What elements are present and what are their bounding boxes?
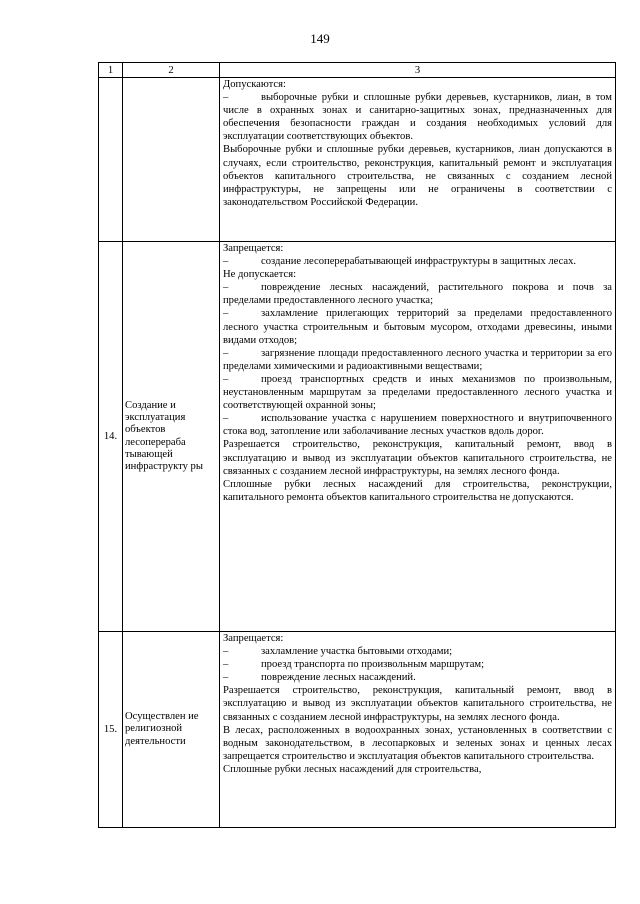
paragraph-text: использование участка с нарушением поверхностного и внутрипочвенного стока вод, затопление или заболачивание лесных участков вдоль дорог. — [223, 413, 612, 438]
paragraph-text: создание лесоперерабатывающей инфраструктуры в защитных лесах. — [261, 256, 577, 268]
dash-marker: – — [223, 256, 229, 268]
dash-marker: – — [223, 413, 229, 425]
paragraph-text: Разрешается строительство, реконструкция, капитальный ремонт, ввод в эксплуатацию и вывод из эксплуатации объектов капитального строительства, не связанных с созданием лесной инфраструктуры, на землях лесного фонда. — [223, 439, 612, 477]
bullet-item — [223, 307, 612, 346]
paragraph-text: захламление прилегающих территорий за пределами предоставленного лесного участка строительным и бытовым мусором, отходами древесины, иными видами отходов; — [223, 308, 612, 346]
dash-marker: – — [223, 308, 229, 320]
paragraph-text: Сплошные рубки лесных насаждений для строительства, — [223, 763, 482, 775]
dash-marker: – — [223, 672, 229, 684]
bullet-item — [223, 347, 612, 373]
dash-marker: – — [223, 659, 229, 671]
row-name-cell — [123, 78, 220, 242]
paragraph — [223, 724, 612, 763]
paragraph-text: Не допускается: — [223, 269, 297, 281]
paragraph-text: Запрещается: — [223, 633, 284, 644]
paragraph — [223, 478, 612, 504]
paragraph-text: выборочные рубки и сплошные рубки деревьев, кустарников, лиан, в том числе в охранных зонах и санитарно-защитных зонах, предназначенных для обеспечения безопасности граждан и создания необходимых условий для эксплуатации соответствующих объектов. — [223, 92, 612, 143]
paragraph-text: Сплошные рубки лесных насаждений для строительства, реконструкции, капитального ремонта объектов капитального строительства не допускаются. — [223, 478, 612, 503]
paragraph — [223, 438, 612, 477]
row-text-cell — [220, 632, 616, 828]
paragraph-text: Допускаются: — [223, 79, 286, 90]
dash-marker: – — [223, 646, 229, 658]
row-number: 15. — [99, 632, 123, 828]
table-row-continued — [99, 78, 616, 242]
paragraph — [223, 684, 612, 723]
paragraph-text: Разрешается строительство, реконструкция, капитальный ремонт, ввод в эксплуатацию и вывод из эксплуатации объектов капитального строительства, не связанных с созданием лесной инфраструктуры, на землях лесного фонда. — [223, 685, 612, 723]
bullet-item — [223, 91, 612, 143]
column-header-3: 3 — [220, 63, 616, 78]
paragraph — [223, 632, 612, 645]
bullet-item — [223, 658, 612, 671]
bullet-item — [223, 645, 612, 658]
dash-marker: – — [223, 347, 229, 359]
paragraph — [223, 143, 612, 208]
row-name: Создание и эксплуатация объектов лесоперераба тывающей инфраструкту ры — [123, 242, 220, 632]
paragraph-text: Запрещается: — [223, 243, 284, 254]
paragraph — [223, 763, 612, 776]
dash-marker: – — [223, 373, 229, 385]
paragraph-text: В лесах, расположенных в водоохранных зонах, установленных в соответствии с водным законодательством, в лесопарковых и зеленых зонах и ценных лесах запрещается строительство и эксплуатация объектов капитального строительства. — [223, 724, 612, 762]
bullet-item — [223, 281, 612, 307]
bullet-item — [223, 373, 612, 412]
row-number: 14. — [99, 242, 123, 632]
paragraph-text: захламление участка бытовыми отходами; — [261, 646, 453, 658]
bullet-item — [223, 671, 612, 684]
bullet-item — [223, 412, 612, 438]
page-number: 149 — [310, 31, 330, 46]
paragraph — [223, 242, 612, 255]
table-row-15 — [99, 632, 616, 828]
row-number-cell — [99, 78, 123, 242]
paragraph-text: Выборочные рубки и сплошные рубки деревьев, кустарников, лиан допускаются в случаях, если строительство, реконструкция, капитальный ремонт и эксплуатация объектов капитального строительства, не связанных с созданием лесной инфраструктуры, не запрещены или не ограничены в соответствии с законодательством Российской Федерации. — [223, 144, 612, 208]
paragraph — [223, 78, 612, 91]
paragraph-text: повреждение лесных насаждений. — [261, 672, 416, 684]
paragraph-text: проезд транспортных средств и иных механизмов по произвольным, неустановленным маршрутам за пределами предоставленного лесного участка и соответствующей охранной зоны; — [223, 373, 612, 412]
dash-marker: – — [223, 92, 229, 104]
paragraph-text: проезд транспорта по произвольным маршрутам; — [261, 659, 485, 671]
column-header-2: 2 — [123, 63, 220, 78]
row-text-cell — [220, 78, 616, 242]
row-text-cell — [220, 242, 616, 632]
dash-marker: – — [223, 282, 229, 294]
column-header-1: 1 — [99, 63, 123, 78]
table-header-row — [99, 63, 616, 78]
bullet-item — [223, 255, 612, 268]
regulations-table — [98, 62, 616, 828]
paragraph-text: загрязнение площади предоставленного лесного участка и территории за его пределами химическими и радиоактивными веществами; — [223, 347, 612, 372]
table-row-14 — [99, 242, 616, 632]
paragraph — [223, 268, 612, 281]
row-name: Осуществлен ие религиозной деятельности — [123, 632, 220, 828]
paragraph-text: повреждение лесных насаждений, растительного покрова и почв за пределами предоставленного лесного участка; — [223, 282, 612, 307]
